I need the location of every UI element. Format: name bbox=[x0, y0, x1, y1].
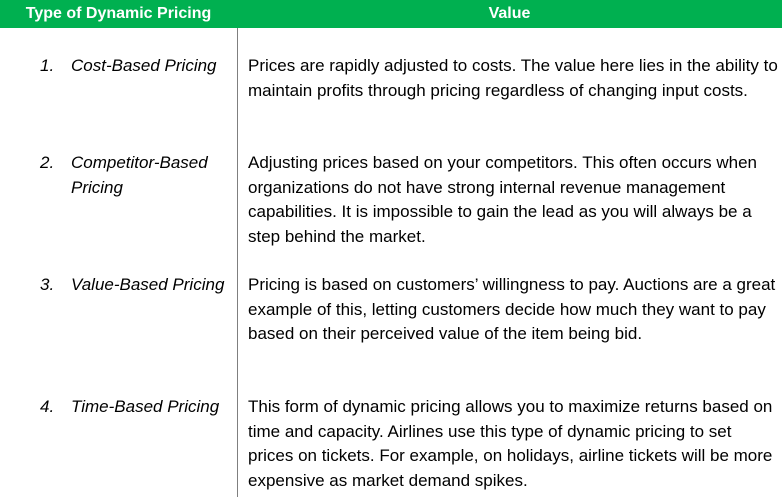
pricing-value: This form of dynamic pricing allows you to maximize returns based on time and capacity. Airlines use this type of dynamic pricing to set prices on tickets. For example, on holidays, airline tickets will be more expensive as market demand spikes. bbox=[248, 397, 773, 490]
pricing-type: Value-Based Pricing bbox=[71, 275, 225, 294]
pricing-type: Time-Based Pricing bbox=[71, 397, 220, 416]
column-header-type: Type of Dynamic Pricing bbox=[25, 5, 212, 22]
row-number: 4. bbox=[40, 397, 55, 416]
pricing-type: Cost-Based Pricing bbox=[71, 56, 217, 75]
row-number: 3. bbox=[40, 275, 55, 294]
pricing-value: Adjusting prices based on your competitors. This often occurs when organizations do not have strong internal revenue management capabilities. It is impossible to gain the lead as you will always be a step behind the market. bbox=[248, 153, 758, 246]
column-header-value: Value bbox=[488, 5, 531, 22]
row-number: 1. bbox=[40, 56, 55, 75]
pricing-value: Prices are rapidly adjusted to costs. The value here lies in the ability to maintain profits through pricing regardless of changing input costs. bbox=[248, 56, 778, 100]
pricing-type: Competitor-Based Pricing bbox=[71, 153, 208, 197]
row-number: 2. bbox=[40, 153, 55, 172]
table-header bbox=[0, 0, 782, 28]
pricing-value: Pricing is based on customers’ willingness to pay. Auctions are a great example of this, letting customers decide how much they want to pay based on their perceived value of the item being bid. bbox=[248, 275, 776, 343]
column-divider bbox=[237, 28, 238, 497]
